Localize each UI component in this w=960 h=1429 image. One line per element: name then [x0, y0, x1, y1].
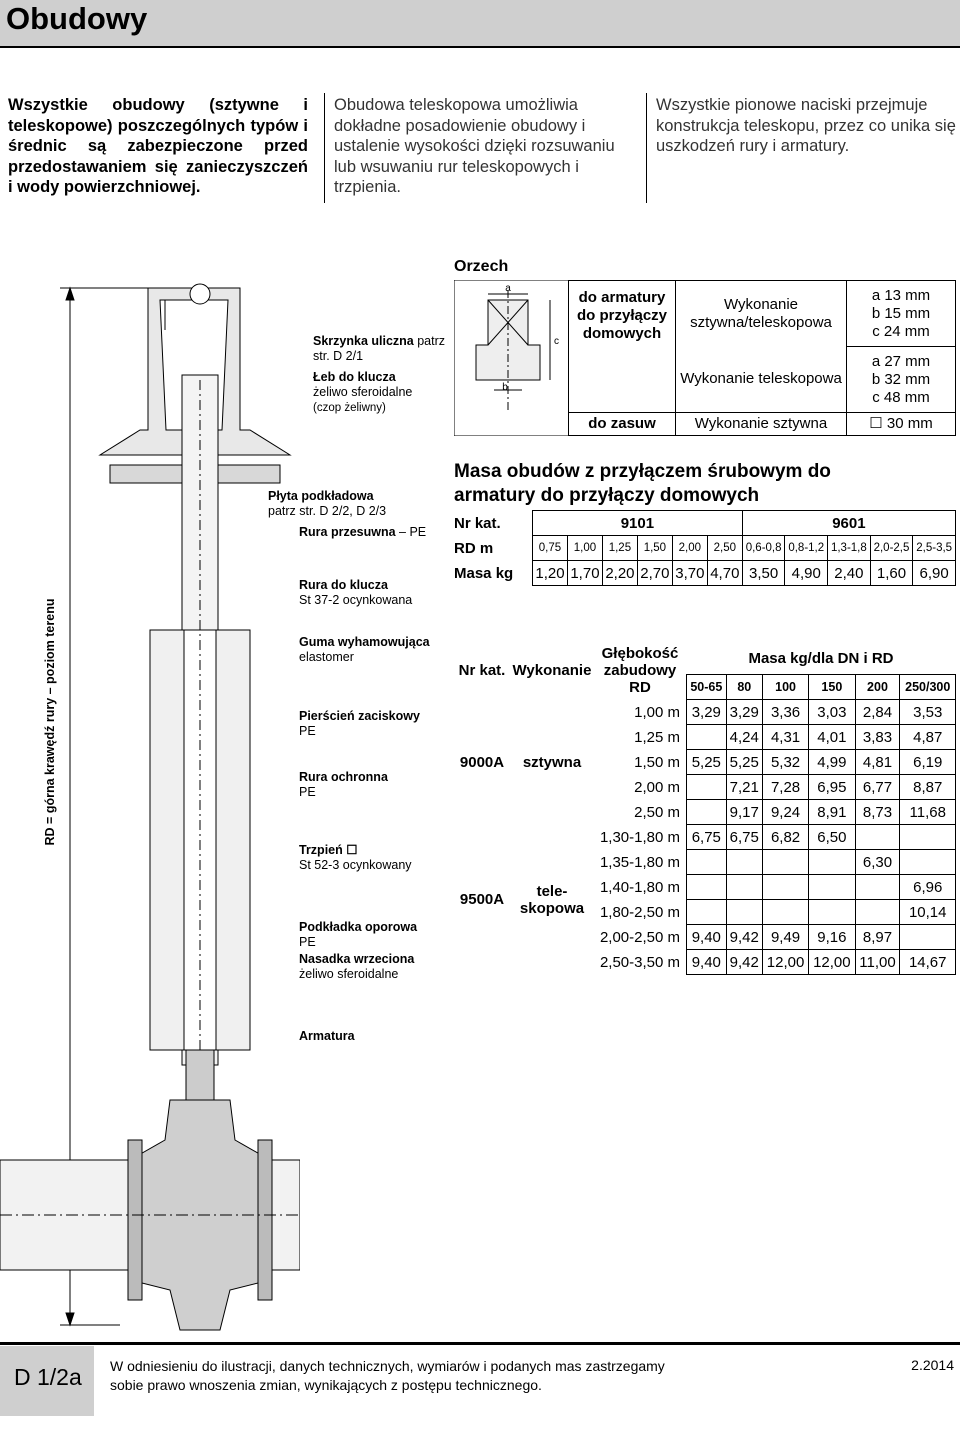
table1 [454, 510, 956, 586]
table2-mass-cell: 6,77 [855, 775, 900, 800]
table2-mass-cell: 3,36 [762, 700, 808, 725]
table1-masa-cell: 4,70 [707, 561, 742, 586]
nut-dims-2: a 27 mm b 32 mm c 48 mm [847, 347, 956, 413]
table2-mass-cell: 9,40 [687, 925, 727, 950]
table2-mass-cell: 3,03 [809, 700, 855, 725]
table2-dn-header: 80 [726, 675, 762, 700]
table2-mass-cell [687, 875, 727, 900]
table1-masa-cell: 6,90 [913, 561, 956, 586]
table2-wyk-9500: tele-skopowa [519, 882, 585, 917]
table2-mass-cell [726, 875, 762, 900]
table2-mass-cell: 9,49 [762, 925, 808, 950]
nut-use-valve: do zasuw [569, 413, 676, 436]
nut-impl-2: Wykonanie teleskopowa [676, 347, 847, 413]
table2-mass-cell: 3,83 [855, 725, 900, 750]
table2 [454, 642, 956, 975]
table2-rd-cell: 2,50 m [634, 803, 680, 821]
table1-title: Masa obudów z przyłączem śrubowym do armatury do przyłączy domowych [454, 461, 831, 506]
table1-nrkat-label: Nr kat. [454, 514, 501, 532]
table2-rd-cell: 1,30-1,80 m [599, 828, 680, 846]
nut-title: Orzech [454, 258, 509, 275]
table2-mass-cell: 10,14 [900, 900, 956, 925]
table2-mass-cell [687, 775, 727, 800]
table2-row [454, 825, 956, 850]
table2-mass-cell: 14,67 [900, 950, 956, 975]
rd-label-holder [40, 598, 60, 846]
label-damper-rubber: Guma wyhamowująca elastomer [299, 635, 430, 664]
table2-mass-cell [809, 875, 855, 900]
table2-rd-cell: 1,50 m [634, 753, 680, 771]
nut-dims-3: ☐ 30 mm [869, 415, 933, 432]
table2-mass-cell [687, 725, 727, 750]
label-spindle-cap: Nasadka wrzeciona żeliwo sferoidalne [299, 952, 415, 981]
table2-mass-cell: 6,75 [687, 825, 727, 850]
table2-mass-cell [855, 875, 900, 900]
table1-rd-cell: 1,00 [567, 536, 602, 561]
table1-masa-cell: 2,20 [602, 561, 637, 586]
nut-dim-a: a [505, 283, 511, 294]
table2-mass-cell: 9,42 [726, 925, 762, 950]
nut-table [568, 280, 956, 436]
nut-impl-3: Wykonanie sztywna [676, 413, 847, 436]
table2-mass-cell: 11,68 [900, 800, 956, 825]
label-thrust-washer: Podkładka oporowa PE [299, 920, 418, 949]
label-sliding-tube: Rura przesuwna – PE [299, 525, 427, 539]
table2-rd-cell: 2,00-2,50 m [599, 928, 680, 946]
table1-rd-row [454, 536, 956, 561]
table2-mass-cell [762, 850, 808, 875]
intro-col-1: Wszystkie obudowy (sztywne i teleskopowe) poszczególnych typów i średnic są zabezpieczone przed przedostawaniem się zanieczyszczeń i wody powierzchniowej. [8, 96, 308, 196]
table2-mass-cell [687, 850, 727, 875]
table1-rd-cell: 0,8-1,2 [785, 536, 828, 561]
title-rule [0, 46, 960, 48]
table2-mass-cell: 9,17 [726, 800, 762, 825]
table2-mass-cell: 12,00 [762, 950, 808, 975]
nut-dim-b: b [502, 382, 508, 393]
table2-mass-cell: 4,01 [809, 725, 855, 750]
table2-mass-cell: 7,28 [762, 775, 808, 800]
table2-mass-cell [900, 850, 956, 875]
intro-separator-2 [646, 93, 647, 203]
table2-mass-cell: 8,87 [900, 775, 956, 800]
table1-rd-cell: 2,0-2,5 [870, 536, 913, 561]
table2-rd-cell: 1,25 m [634, 728, 680, 746]
nut-dims-1: a 13 mm b 15 mm c 24 mm [847, 281, 956, 347]
table2-mass-cell: 8,73 [855, 800, 900, 825]
table2-mass-cell [762, 900, 808, 925]
table1-rd-cell: 2,50 [707, 536, 742, 561]
table1-masa-cell: 2,40 [828, 561, 871, 586]
table2-mass-cell: 4,87 [900, 725, 956, 750]
table2-mass-cell: 7,21 [726, 775, 762, 800]
table2-rd-cell: 1,80-2,50 m [599, 903, 680, 921]
table2-dn-header: 250/300 [900, 675, 956, 700]
table1-kat-9601: 9601 [742, 511, 955, 536]
rd-label: RD = górna krawędź rury – poziom terenu [43, 598, 57, 846]
table2-mass-cell [855, 825, 900, 850]
table2-mass-cell: 5,25 [687, 750, 727, 775]
table1-masa-cell: 2,70 [637, 561, 672, 586]
label-key-tube: Rura do klucza St 37-2 ocynkowana [299, 578, 413, 607]
table2-dn-header: 100 [762, 675, 808, 700]
table2-mass-cell: 9,24 [762, 800, 808, 825]
table2-mass-cell [762, 875, 808, 900]
table2-dn-header: 150 [809, 675, 855, 700]
table2-kat-9500: 9500A [459, 891, 505, 908]
table2-mass-cell [900, 825, 956, 850]
table1-rd-label: RD m [454, 539, 494, 557]
label-valve: Armatura [299, 1029, 355, 1043]
table2-mass-cell: 4,81 [855, 750, 900, 775]
table1-masa-cell: 1,20 [533, 561, 568, 586]
table1-rd-cell: 2,00 [672, 536, 707, 561]
label-key-head: Łeb do klucza żeliwo sferoidalne (czop żeliwny) [313, 370, 413, 414]
page-title: Obudowy [6, 1, 148, 36]
table2-mass-cell: 6,95 [809, 775, 855, 800]
pipe-left-shape [0, 1160, 128, 1270]
table2-mass-cell: 8,91 [809, 800, 855, 825]
table2-mass-cell: 11,00 [855, 950, 900, 975]
table2-mass-cell: 6,19 [900, 750, 956, 775]
table1-rd-cell: 2,5-3,5 [913, 536, 956, 561]
table2-mass-cell: 2,84 [855, 700, 900, 725]
table2-mass-cell: 3,29 [687, 700, 727, 725]
table2-mass-cell [726, 900, 762, 925]
doc-id: D 1/2a [14, 1364, 82, 1390]
table2-mass-cell: 5,32 [762, 750, 808, 775]
table2-mass-cell [726, 850, 762, 875]
nut-dim-c: c [554, 336, 559, 347]
label-protective-pipe: Rura ochronna PE [299, 770, 388, 799]
table2-rd-cell: 2,50-3,50 m [599, 953, 680, 971]
table2-mass-cell: 6,75 [726, 825, 762, 850]
table1-rd-cell: 0,75 [533, 536, 568, 561]
table2-mass-cell: 5,25 [726, 750, 762, 775]
table1-masa-row [454, 561, 956, 586]
table2-mass-cell: 6,82 [762, 825, 808, 850]
intro-col-3: Wszystkie pionowe naciski przejmuje konstrukcja teleskopu, przez co unika się uszkodzeń rury i armatury. [656, 96, 956, 155]
table2-rd-cell: 1,00 m [634, 703, 680, 721]
table2-mass-cell: 6,30 [855, 850, 900, 875]
table1-masa-cell: 1,70 [567, 561, 602, 586]
table1-masa-cell: 4,90 [785, 561, 828, 586]
label-base-plate: Płyta podkładowa patrz str. D 2/2, D 2/3 [268, 489, 387, 518]
intro-col-2: Obudowa teleskopowa umożliwia dokładne posadowienie obudowy i ustalenie wysokości dzięki rozsuwaniu lub wsuwaniu rur teleskopowych i trzpienia. [334, 96, 615, 196]
table2-mass-cell: 9,40 [687, 950, 727, 975]
table1-kat-9101: 9101 [533, 511, 743, 536]
label-street-box: Skrzynka uliczna patrz str. D 2/1 [313, 334, 446, 363]
table1-masa-cell: 3,50 [742, 561, 785, 586]
table2-mass-cell: 4,99 [809, 750, 855, 775]
table2-rd-cell: 1,35-1,80 m [599, 853, 680, 871]
label-spindle: Trzpień ☐ St 52-3 ocynkowany [299, 843, 412, 872]
table2-mass-cell: 8,97 [855, 925, 900, 950]
footer-rule [0, 1342, 960, 1345]
table2-h-nr: Nr kat. [458, 662, 506, 680]
table2-rd-cell: 1,40-1,80 m [599, 878, 680, 896]
nut-impl-1: Wykonanie sztywna/teleskopowa [676, 281, 847, 347]
footer-date: 2.2014 [911, 1357, 954, 1373]
table1-rd-cell: 1,3-1,8 [828, 536, 871, 561]
table1-masa-cell: 1,60 [870, 561, 913, 586]
intro-separator-1 [324, 93, 325, 203]
table2-mass-cell [855, 900, 900, 925]
table2-kat-9000: 9000A [459, 753, 505, 771]
label-clamp-ring: Pierścień zaciskowy PE [299, 709, 420, 738]
title-bar [0, 0, 960, 46]
table1-masa-label: Masa kg [454, 564, 514, 582]
table2-wyk-9000: sztywna [522, 753, 582, 771]
table2-mass-cell: 3,53 [900, 700, 956, 725]
table2-h-masa: Masa kg/dla DN i RD [748, 649, 894, 667]
table2-mass-cell: 9,16 [809, 925, 855, 950]
table2-mass-cell [687, 900, 727, 925]
spindle-cap-shape [186, 1050, 214, 1100]
table2-mass-cell: 4,31 [762, 725, 808, 750]
table2-mass-cell [900, 925, 956, 950]
table2-rd-cell: 2,00 m [634, 778, 680, 796]
table2-h-wyk: Wykonanie [512, 662, 592, 680]
footer-note: W odniesieniu do ilustracji, danych technicznych, wymiarów i podanych mas zastrzegamy sobie prawo wnoszenia zmian, wynikających z postępu technicznego. [110, 1358, 665, 1393]
nut-drawing [454, 280, 569, 436]
table1-rd-cell: 1,50 [637, 536, 672, 561]
table2-mass-cell [809, 900, 855, 925]
table2-mass-cell [687, 800, 727, 825]
table2-mass-cell: 12,00 [809, 950, 855, 975]
table1-masa-cell: 3,70 [672, 561, 707, 586]
doc-id-box [0, 1346, 94, 1416]
table2-dn-header: 50-65 [687, 675, 727, 700]
table1-rd-cell: 0,6-0,8 [742, 536, 785, 561]
table2-mass-cell: 3,29 [726, 700, 762, 725]
table2-mass-cell: 4,24 [726, 725, 762, 750]
table2-mass-cell: 9,42 [726, 950, 762, 975]
table2-mass-cell: 6,96 [900, 875, 956, 900]
table1-rd-cell: 1,25 [602, 536, 637, 561]
table2-mass-cell [809, 850, 855, 875]
nut-use-house: do armatury do przyłączy domowych [569, 281, 676, 413]
table2-mass-cell: 6,50 [809, 825, 855, 850]
table2-h-gleb: Głębokość zabudowy RD [601, 645, 679, 697]
table2-row [454, 700, 956, 725]
table2-dn-header: 200 [855, 675, 900, 700]
